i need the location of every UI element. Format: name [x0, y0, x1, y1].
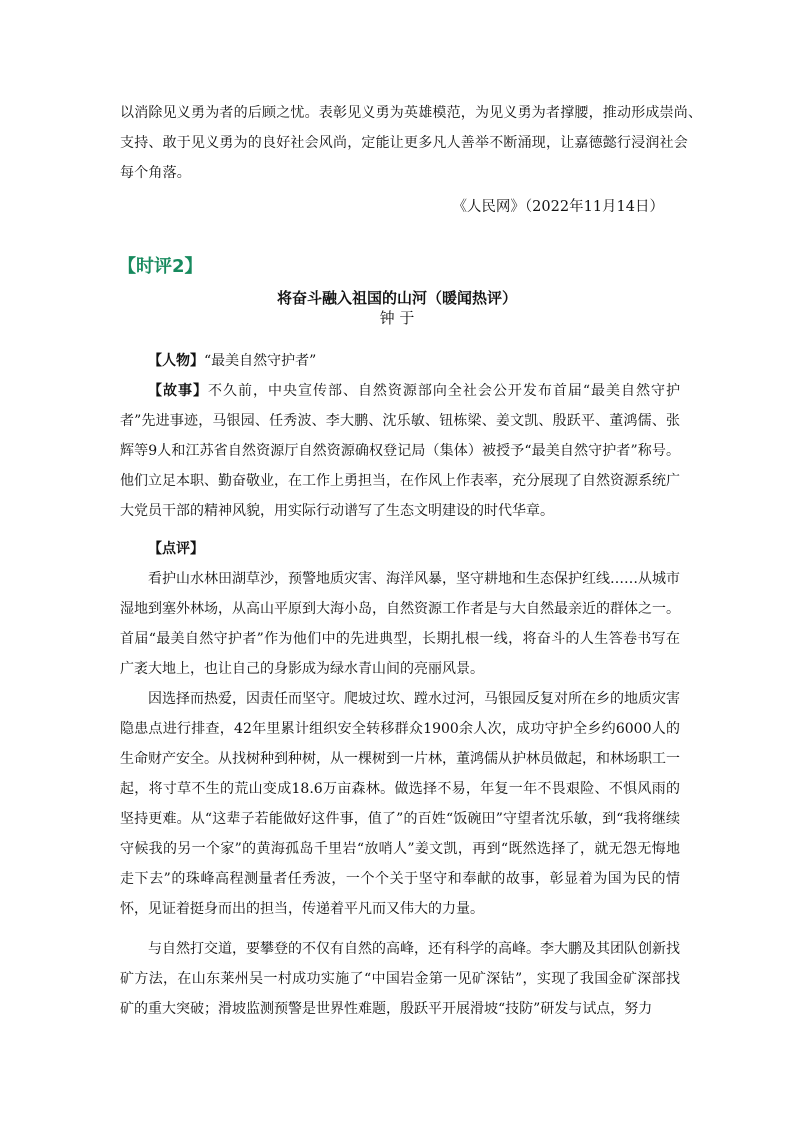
comment-label: 【点评】	[148, 541, 204, 557]
source-citation: 《人民网》（2022年11月14日）	[452, 199, 664, 215]
person-text: “最美自然守护者”	[204, 353, 317, 369]
comment-label-paragraph	[120, 534, 680, 564]
text-line: 每个角落。	[120, 165, 191, 181]
section-heading: 【时评2】	[118, 256, 203, 277]
story-paragraph	[120, 376, 680, 526]
text-line: 支持、敢于见义勇为的良好社会风尚，定能让更多凡人善举不断涌现，让嘉德懿行浸润社会	[120, 135, 688, 151]
person-label: 【人物】	[148, 353, 204, 369]
comment-paragraph: 因选择而热爱，因责任而坚守。爬坡过坎、蹚水过河，马银园反复对所在乡的地质灾害隐患点进行排查，42年里累计组织安全转移群众1900余人次，成功守护全乡约6000人的生命财产安全。从找树种到种树，从一棵树到一片林，董鸿儒从护林员做起，和林场职工一起，将寸草不生的荒山变成18.6万亩森林。做选择不易，年复一年不畏艰险、不惧风雨的坚持更难。从“这辈子若能做好这件事，值了”的百姓“饭碗田”守望者沈乐敏，到“我将继续守候我的另一个家”的黄海孤岛千里岩“放哨人”姜文凯，再到“既然选择了，就无怨无悔地走下去”的珠峰高程测量者任秀波，一个个关于坚守和奉献的故事，彰显着为国为民的情怀，见证着挺身而出的担当，传递着平凡而又伟大的力量。	[120, 691, 680, 917]
story-label: 【故事】	[148, 383, 208, 399]
comment-paragraph: 与自然打交道，要攀登的不仅有自然的高峰，还有科学的高峰。李大鹏及其团队创新找矿方法，在山东莱州吴一村成功实施了“中国岩金第一见矿深钻”，实现了我国金矿深部找矿的重大突破；滑坡监测预警是世界性难题，殷跃平开展滑坡“技防”研发与试点，努力	[120, 941, 680, 1017]
article-title: 将奋斗融入祖国的山河（暖闻热评）	[276, 289, 517, 307]
text-line: 以消除见义勇为者的后顾之忧。表彰见义勇为英雄模范，为见义勇为者撑腰，推动形成崇尚、	[120, 105, 703, 121]
person-paragraph	[120, 346, 680, 376]
story-text: 不久前，中央宣传部、自然资源部向全社会公开发布首届“最美自然守护者”先进事迹，马银园、任秀波、李大鹏、沈乐敏、钮栋梁、姜文凯、殷跃平、董鸿儒、张辉等9人和江苏省自然资源厅自然资源确权登记局（集体）被授予“最美自然守护者”称号。他们立足本职、勤奋敬业，在工作上勇担当，在作风上作表率，充分展现了自然资源系统广大党员干部的精神风貌，用实际行动谱写了生态文明建设的时代华章。	[120, 383, 681, 519]
article-author: 钟 于	[379, 309, 415, 327]
comment-paragraph: 看护山水林田湖草沙，预警地质灾害、海洋风暴，坚守耕地和生态保护红线……从城市湿地到塞外林场，从高山平原到大海小岛，自然资源工作者是与大自然最亲近的群体之一。首届“最美自然守护者”作为他们中的先进典型，长期扎根一线，将奋斗的人生答卷书写在广袤大地上，也让自己的身影成为绿水青山间的亮丽风景。	[120, 571, 680, 677]
